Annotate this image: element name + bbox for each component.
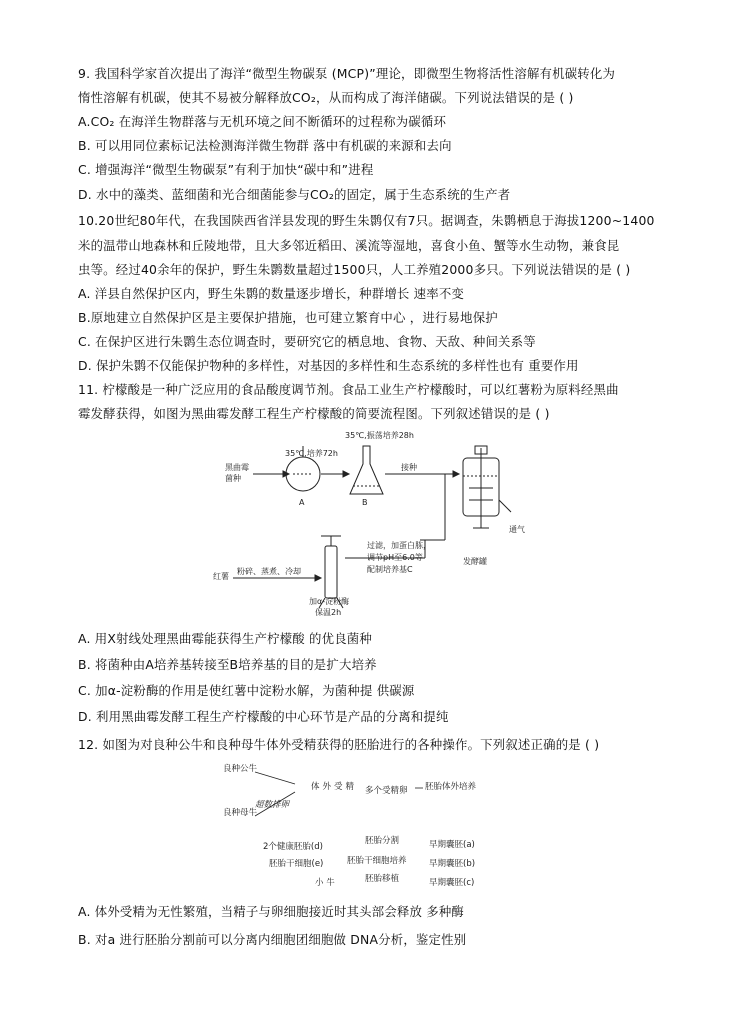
label-process: 粉碎、蒸煮、冷却 [237, 567, 301, 576]
q10-option-b: B.原地建立自然保护区是主要保护措施，也可建立繁育中心 ，进行易地保护 [78, 310, 498, 325]
label-flask-a: A [299, 498, 305, 507]
label-ph: 调节pH至6.0等 [367, 553, 423, 562]
label-culture: 胚胎体外培养 [425, 782, 477, 792]
q11-option-a: A. 用X射线处理黑曲霉能获得生产柠檬酸 的优良菌种 [78, 631, 372, 646]
label-flask-b: B [362, 498, 368, 507]
label-sweet-potato: 红薯 [213, 572, 229, 581]
label-filter: 过滤，加蛋白胨， [367, 541, 431, 550]
fermentation-flowchart [205, 428, 535, 618]
q11-option-d: D. 利用黑曲霉发酵工程生产柠檬酸的中心环节是产品的分离和提纯 [78, 709, 449, 724]
label-fermenter: 发酵罐 [463, 557, 487, 566]
q10-option-c: C. 在保护区进行朱鹮生态位调查时，要研究它的栖息地、食物、天敌、种间关系等 [78, 334, 536, 349]
q11-line-2: 霉发酵获得，如图为黑曲霉发酵工程生产柠檬酸的简要流程图。下列叙述错误的是 ( ) [78, 406, 550, 421]
label-top-condition: 35℃,振荡培养28h [345, 431, 414, 440]
q9-option-b: B. 可以用同位素标记法检测海洋微生物群 落中有机碳的来源和去向 [78, 138, 452, 153]
q12-line-1: 12. 如图为对良种公牛和良种母牛体外受精获得的胚胎进行的各种操作。下列叙述正确的是 ( ) [78, 737, 600, 752]
label-incubate: 保温2h [315, 608, 342, 617]
q11-option-b: B. 将菌种由A培养基转接至B培养基的目的是扩大培养 [78, 657, 377, 672]
label-transfer: 胚胎移植 [365, 874, 400, 884]
label-stem-e: 胚胎干细胞(e) [269, 859, 324, 869]
q10-option-d: D. 保护朱鹮不仅能保护物种的多样性，对基因的多样性和生态系统的多样性也有 重要作用 [78, 358, 579, 373]
q12-option-b: B. 对a 进行胚胎分割前可以分离内细胞团细胞做 DNA分析，鉴定性别 [78, 932, 467, 947]
q10-option-a: A. 洋县自然保护区内，野生朱鹮的数量逐步增长，种群增长 速率不变 [78, 286, 465, 301]
label-ivf: 体外受精 [311, 782, 358, 792]
label-bull: 良种公牛 [223, 764, 258, 774]
label-vent: 通气 [509, 525, 525, 534]
label-recipient-a: 早期囊胚(a) [429, 840, 475, 850]
label-shake-condition: 35℃,培养72h [285, 449, 338, 458]
q9-option-c: C. 增强海洋“微型生物碳泵”有利于加快“碳中和”进程 [78, 162, 374, 177]
label-superovulation: 超数排卵 [255, 800, 290, 810]
q10-line-2: 米的温带山地森林和丘陵地带，且大多邻近稻田、溪流等湿地，喜食小鱼、蟹等水生动物，兼食昆 [78, 238, 620, 253]
embryo-diagram-graphics [215, 758, 505, 890]
q12-option-a: A. 体外受精为无性繁殖，当精子与卵细胞接近时其头部会释放 多种酶 [78, 904, 465, 919]
label-embryo-d: 2个健康胚胎(d) [263, 842, 323, 852]
label-split: 胚胎分割 [365, 836, 400, 846]
label-recipient-b: 早期囊胚(b) [429, 859, 476, 869]
q9-option-a: A.CO₂ 在海洋生物群落与无机环境之间不断循环的过程称为碳循环 [78, 114, 447, 129]
q9-line-1: 9. 我国科学家首次提出了海洋“微型生物碳泵 (MCP)”理论，即微型生物将活性溶解有机碳转化为 [78, 66, 616, 81]
label-cow: 良种母牛 [223, 808, 258, 818]
label-stem-culture: 胚胎干细胞培养 [347, 856, 407, 866]
label-inoculate: 接种 [401, 463, 417, 472]
label-recipient-c: 早期囊胚(c) [429, 878, 475, 888]
q11-line-1: 11. 柠檬酸是一种广泛应用的食品酸度调节剂。食品工业生产柠檬酸时，可以红薯粉为原料经黑曲 [78, 382, 619, 397]
label-zygotes: 多个受精卵 [365, 786, 408, 796]
embryo-operations-diagram [215, 758, 505, 890]
q11-option-c: C. 加α-淀粉酶的作用是使红薯中淀粉水解，为菌种提 供碳源 [78, 683, 415, 698]
q9-option-d: D. 水中的藻类、蓝细菌和光合细菌能参与CO₂的固定，属于生态系统的生产者 [78, 187, 511, 202]
q9-line-2: 惰性溶解有机碳，使其不易被分解释放CO₂，从而构成了海洋储碳。下列说法错误的是 ( ) [78, 90, 574, 105]
q10-line-3: 虫等。经过40余年的保护，野生朱鹮数量超过1500只，人工养殖2000多只。下列说法错误的是 ( ) [78, 262, 631, 277]
flowchart-graphics [205, 428, 535, 618]
label-enzyme: 加α-淀粉酶 [309, 597, 350, 606]
q10-line-1: 10.20世纪80年代，在我国陕西省洋县发现的野生朱鹮仅有7只。据调查，朱鹮栖息于海拔1200~1400 [78, 213, 655, 228]
label-strain: 黑曲霉菌种 [225, 463, 249, 483]
label-calf: 小 牛 [315, 878, 335, 888]
label-medium-c: 配制培养基C [367, 565, 413, 574]
